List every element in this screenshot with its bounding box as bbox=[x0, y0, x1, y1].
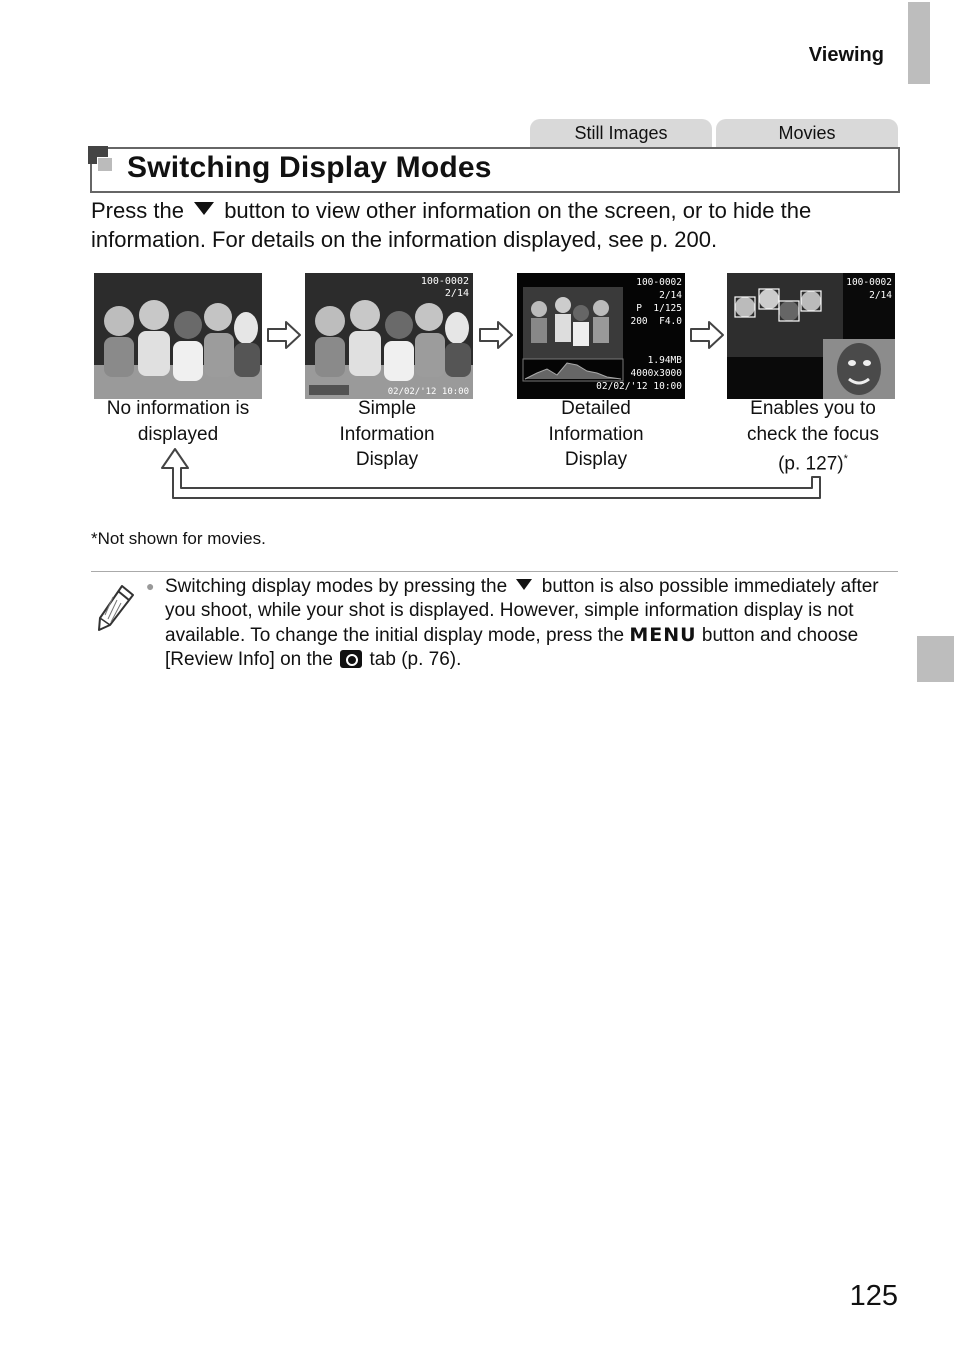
folder-number: 100-0002 bbox=[636, 277, 682, 288]
intro-paragraph bbox=[91, 196, 891, 254]
caption-line: No information is bbox=[106, 398, 250, 419]
note-paragraph bbox=[165, 575, 893, 672]
tab-still-images[interactable]: Still Images bbox=[530, 119, 712, 147]
caption-line: Display bbox=[355, 449, 419, 470]
caption-line: Simple bbox=[357, 398, 417, 419]
image-count: 2/14 bbox=[444, 288, 469, 299]
down-triangle-icon bbox=[194, 202, 214, 215]
note-text-1: Switching display modes by pressing the bbox=[165, 576, 508, 597]
shot-date: 02/02/'12 bbox=[596, 381, 648, 392]
screen-detailed-info bbox=[517, 273, 685, 399]
camera-icon bbox=[340, 650, 362, 668]
shot-time: 10:00 bbox=[441, 387, 469, 397]
down-triangle-icon bbox=[516, 579, 532, 590]
note-text-3: button and choose [Review Info] on the bbox=[165, 625, 859, 670]
right-arrow-icon bbox=[478, 320, 514, 350]
note-text-4: tab (p. 76). bbox=[369, 649, 462, 670]
screen-no-info bbox=[94, 273, 262, 399]
folder-number: 100-0002 bbox=[846, 277, 892, 288]
caption-no-info bbox=[88, 396, 268, 447]
chapter-tab-marker bbox=[917, 636, 954, 682]
menu-button-label: MENU bbox=[629, 624, 697, 646]
shot-time: 10:00 bbox=[653, 381, 682, 392]
screen-focus-check bbox=[727, 273, 895, 399]
intro-text-2: button to view other information on the screen, or to hide the information. For details on the information displayed, see p. 200. bbox=[91, 198, 812, 252]
caption-line: Detailed bbox=[561, 398, 631, 419]
right-arrow-icon bbox=[689, 320, 725, 350]
image-count: 2/14 bbox=[869, 290, 892, 301]
caption-line: Display bbox=[564, 449, 628, 470]
shot-date: 02/02/'12 bbox=[387, 387, 437, 397]
screen-simple-info bbox=[305, 273, 473, 399]
caption-line: check the focus bbox=[746, 423, 880, 445]
folder-number: 100-0002 bbox=[420, 276, 469, 287]
title-square-light-icon bbox=[97, 157, 113, 172]
section-label: Viewing bbox=[808, 44, 884, 66]
pencil-icon bbox=[96, 583, 136, 633]
caption-line: (p. 127) bbox=[778, 453, 844, 475]
tab-movies[interactable]: Movies bbox=[716, 119, 898, 147]
caption-line: Information bbox=[548, 423, 644, 445]
photo-image bbox=[94, 273, 262, 399]
iso-value: 200 bbox=[630, 316, 648, 327]
image-count: 2/14 bbox=[659, 290, 682, 301]
note-text-2: button is also possible immediately after you shoot, while your shot is displayed. However, simple information display is not available. To change the initial display mode, press the bbox=[165, 576, 879, 646]
shooting-mode: P bbox=[636, 303, 642, 314]
intro-text-1: Press the bbox=[91, 198, 184, 223]
page-title: Switching Display Modes bbox=[127, 151, 492, 184]
footnote: *Not shown for movies. bbox=[91, 529, 266, 548]
bullet-icon: ● bbox=[146, 578, 155, 594]
right-arrow-icon bbox=[266, 320, 302, 350]
side-tab-marker bbox=[908, 2, 930, 84]
aperture-value: F4.0 bbox=[659, 316, 682, 327]
caption-line: Information bbox=[339, 423, 435, 445]
loop-arrow-icon bbox=[160, 444, 830, 502]
file-size: 1.94MB bbox=[647, 355, 682, 366]
shutter-speed: 1/125 bbox=[653, 303, 682, 314]
page-number: 125 bbox=[849, 1280, 898, 1312]
caption-line: displayed bbox=[137, 423, 219, 445]
divider bbox=[91, 571, 898, 572]
resolution: 4000x3000 bbox=[630, 368, 682, 379]
caption-line: Enables you to bbox=[750, 398, 876, 419]
footnote-marker: * bbox=[843, 453, 848, 465]
